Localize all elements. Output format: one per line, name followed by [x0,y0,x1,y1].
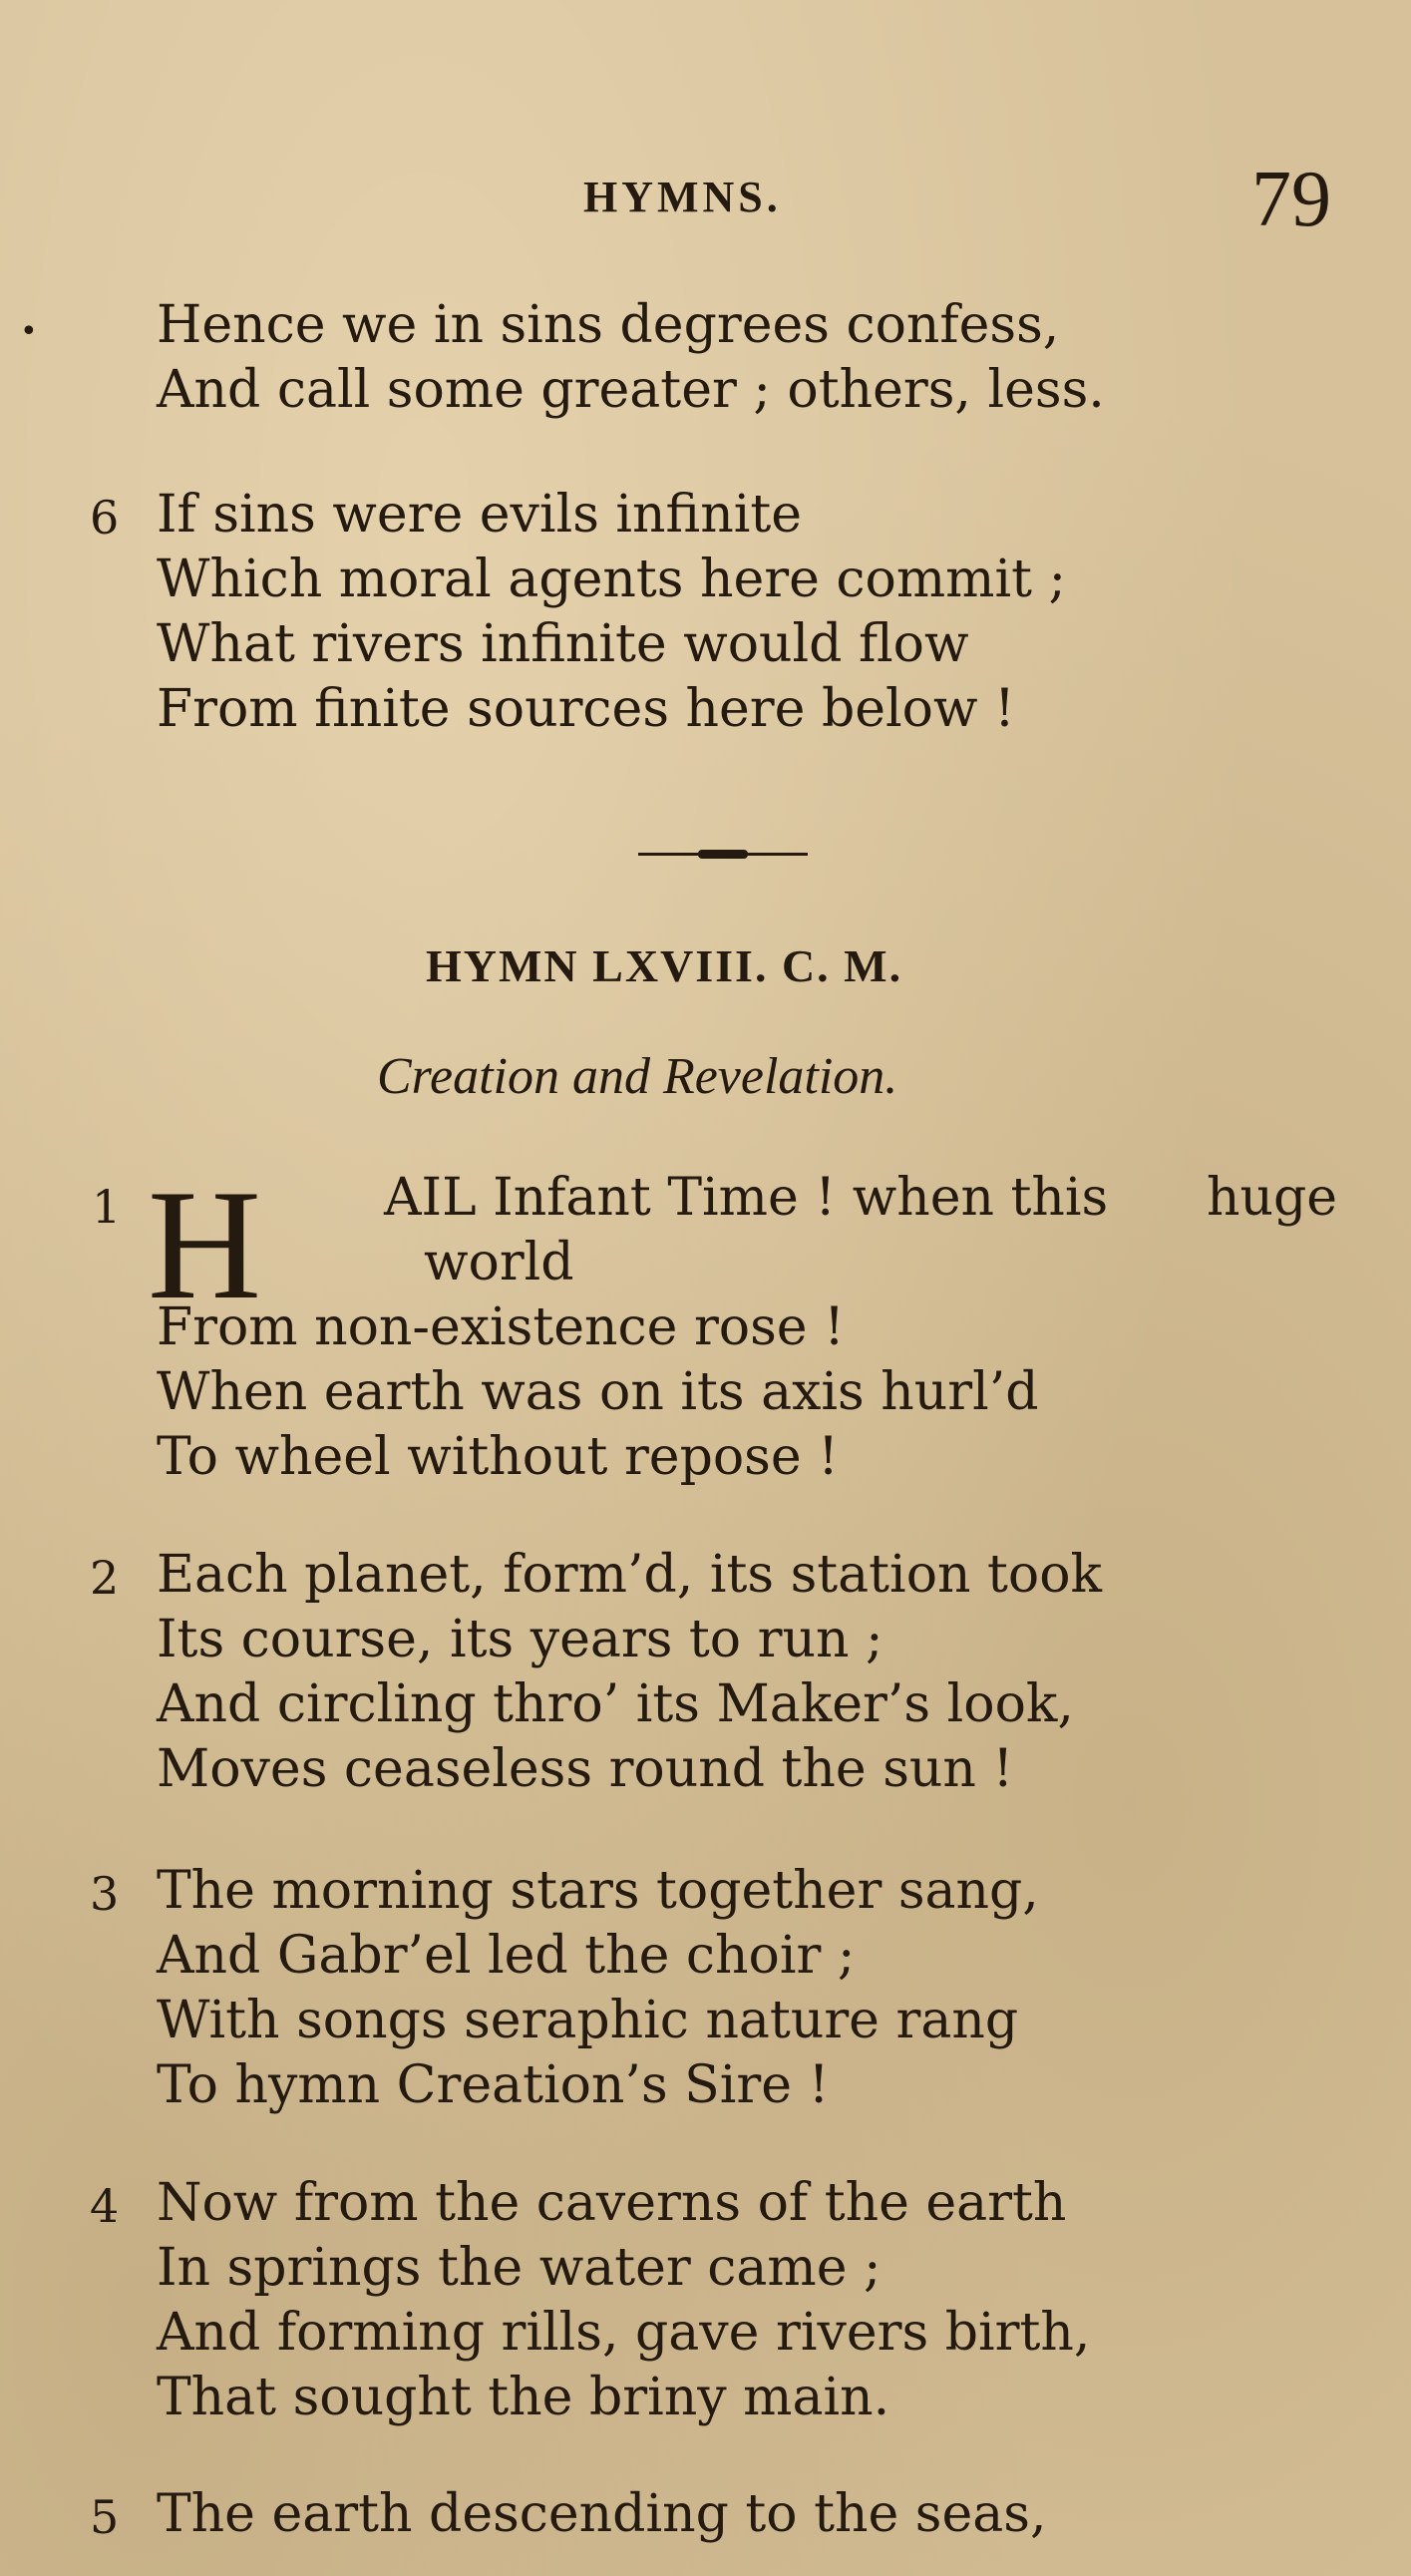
verse-line: And circling thro’ its Maker’s look, [157,1674,1074,1734]
verse-line: And Gabr’el led the choir ; [157,1926,856,1986]
verse-line-continuation: world [424,1233,574,1292]
verse-number: 6 [90,491,120,545]
continued-line-2: And call some greater ; others, less. [157,360,1105,420]
verse-line: AIL Infant Time ! when this [384,1168,1109,1228]
hymn-subtitle: Creation and Revelation. [377,1048,898,1105]
continued-line-1: Hence we in sins degrees confess, [157,295,1060,355]
verse-number: 1 [92,1180,122,1234]
hymn-heading: HYMN LXVIII. C. M. [426,940,903,991]
verse-number: 5 [90,2490,120,2544]
ornament-divider [638,850,808,858]
verse-line: From finite sources here below ! [157,679,1015,739]
verse-line: When earth was on its axis hurl’d [157,1362,1039,1422]
verse-number: 2 [90,1551,120,1605]
verse-line: To hymn Creation’s Sire ! [157,2055,830,2115]
verse-line: Which moral agents here commit ; [157,550,1067,609]
verse-line: Its course, its years to run ; [157,1610,883,1669]
margin-dot: • [20,314,38,349]
verse-line: In springs the water came ; [157,2238,882,2298]
verse-line: The morning stars together sang, [157,1861,1039,1921]
verse-line: From non-existence rose ! [157,1297,845,1357]
verse-line: If sins were evils infinite [157,485,803,545]
page-number: 79 [1251,156,1331,243]
verse-line: To wheel without repose ! [157,1427,840,1487]
verse-line: Moves ceaseless round the sun ! [157,1739,1014,1799]
verse-number: 3 [90,1867,120,1921]
verse-line: Each planet, form’d, its station took [157,1545,1103,1605]
verse-number: 4 [90,2179,120,2233]
verse-line: The earth descending to the seas, [157,2484,1047,2544]
drop-cap: H [148,1158,262,1332]
verse-line: What rivers infinite would flow [157,614,969,674]
verse-line: With songs seraphic nature rang [157,1991,1019,2050]
verse-line: Now from the caverns of the earth [157,2173,1067,2233]
verse-line: And forming rills, gave rivers birth, [157,2303,1091,2363]
verse-line: That sought the briny main. [157,2368,890,2427]
running-header: HYMNS. [583,173,782,221]
verse-line-end: huge [1207,1168,1338,1228]
